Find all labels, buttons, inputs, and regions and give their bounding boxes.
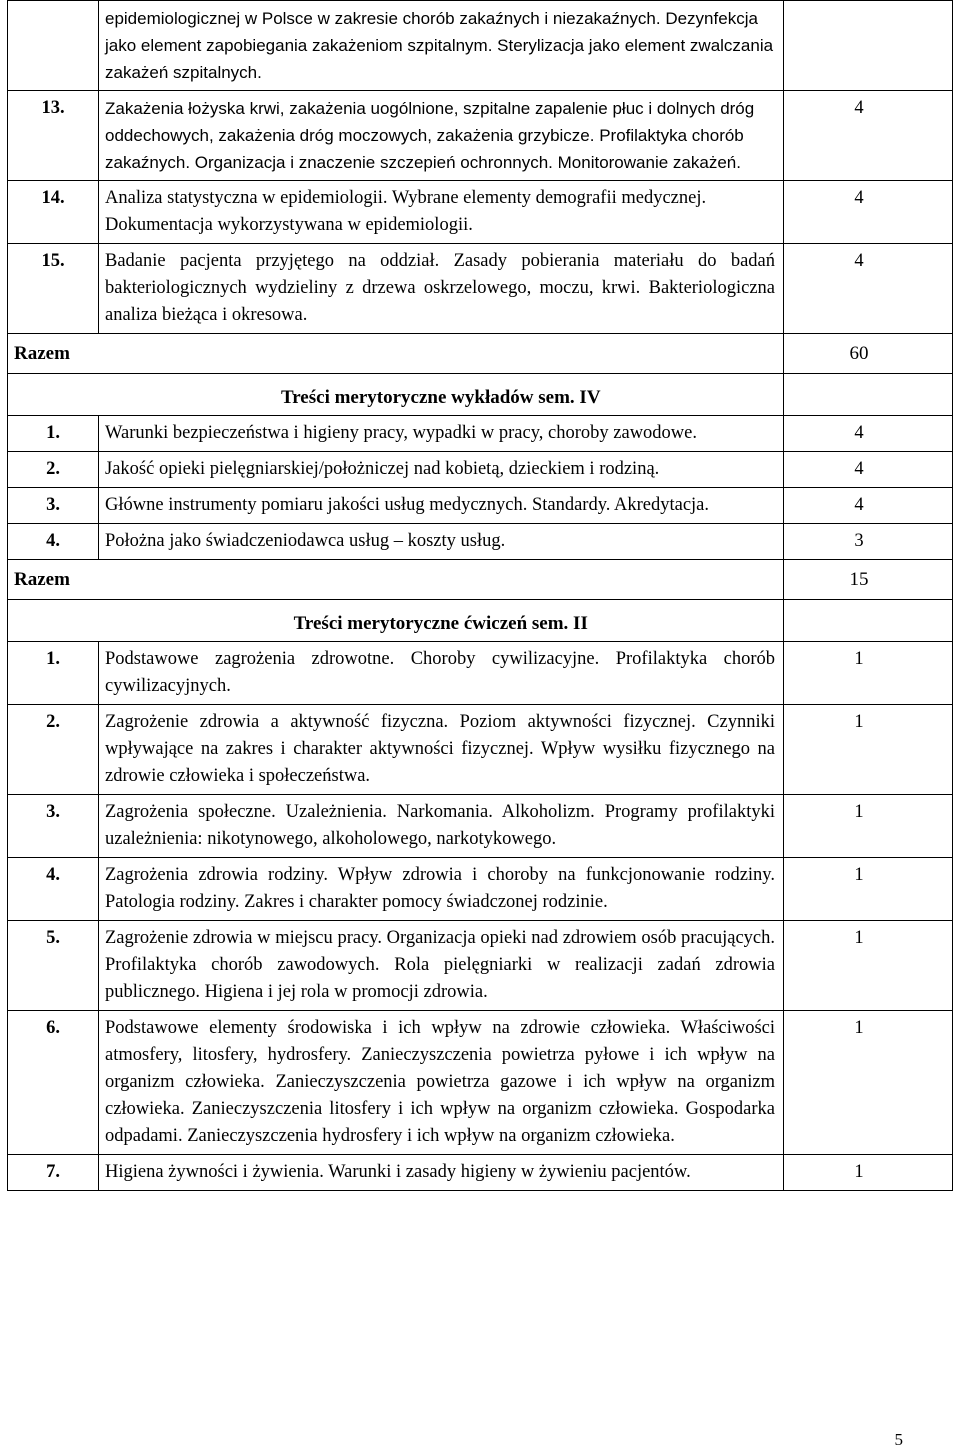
row-hours: 4 bbox=[784, 452, 953, 488]
row-hours: 4 bbox=[784, 416, 953, 452]
row-topic: Zagrożenie zdrowia a aktywność fizyczna. Poziom aktywności fizycznej. Czynniki wpływające na zakres i charakter aktywności fizycznej. Wpływ wysiłku fizycznego na zdrowie człowieka i społeczeństwa. bbox=[99, 705, 784, 795]
row-topic: epidemiologicznej w Polsce w zakresie chorób zakaźnych i niezakaźnych. Dezynfekcja jako element zapobiegania zakażeniom szpitalnym. Sterylizacja jako element zwalczania zakażeń szpitalnych. bbox=[99, 1, 784, 91]
row-topic: Analiza statystyczna w epidemiologii. Wybrane elementy demografii medycznej. Dokumentacja wykorzystywana w epidemiologii. bbox=[99, 181, 784, 244]
row-hours: 3 bbox=[784, 524, 953, 560]
table-row bbox=[8, 1011, 953, 1155]
row-hours: 1 bbox=[784, 1011, 953, 1155]
total-label: Razem bbox=[8, 560, 784, 600]
table-row bbox=[8, 524, 953, 560]
row-topic: Podstawowe zagrożenia zdrowotne. Choroby cywilizacyjne. Profilaktyka chorób cywilizacyjnych. bbox=[99, 642, 784, 705]
total-row bbox=[8, 334, 953, 374]
table-row bbox=[8, 181, 953, 244]
row-topic: Położna jako świadczeniodawca usług – koszty usług. bbox=[99, 524, 784, 560]
row-topic: Higiena żywności i żywienia. Warunki i zasady higieny w żywieniu pacjentów. bbox=[99, 1155, 784, 1191]
table-row bbox=[8, 921, 953, 1011]
row-topic: Warunki bezpieczeństwa i higieny pracy, wypadki w pracy, choroby zawodowe. bbox=[99, 416, 784, 452]
row-topic: Zagrożenia zdrowia rodziny. Wpływ zdrowia i choroby na funkcjonowanie rodziny. Patologia rodziny. Zakres i charakter pomocy świadczonej rodzinie. bbox=[99, 858, 784, 921]
table-row bbox=[8, 488, 953, 524]
row-number: 2. bbox=[8, 452, 99, 488]
row-topic: Główne instrumenty pomiaru jakości usług medycznych. Standardy. Akredytacja. bbox=[99, 488, 784, 524]
row-hours: 1 bbox=[784, 642, 953, 705]
table-row bbox=[8, 416, 953, 452]
table-row bbox=[8, 795, 953, 858]
row-hours: 1 bbox=[784, 705, 953, 795]
row-topic: Jakość opieki pielęgniarskiej/położniczej nad kobietą, dzieckiem i rodziną. bbox=[99, 452, 784, 488]
total-label: Razem bbox=[8, 334, 784, 374]
row-hours: 1 bbox=[784, 795, 953, 858]
row-number: 15. bbox=[8, 244, 99, 334]
row-hours: 1 bbox=[784, 1155, 953, 1191]
total-value: 60 bbox=[784, 334, 953, 374]
row-number bbox=[8, 1, 99, 91]
table-row bbox=[8, 91, 953, 181]
row-topic: Zagrożenie zdrowia w miejscu pracy. Organizacja opieki nad zdrowiem osób pracujących. Profilaktyka chorób zawodowych. Rola pielęgniarki w realizacji zadań zdrowia publicznego. Higiena i jej rola w promocji zdrowia. bbox=[99, 921, 784, 1011]
row-number: 13. bbox=[8, 91, 99, 181]
section-title: Treści merytoryczne wykładów sem. IV bbox=[99, 374, 784, 416]
row-number: 3. bbox=[8, 488, 99, 524]
table-row bbox=[8, 452, 953, 488]
total-value: 15 bbox=[784, 560, 953, 600]
row-topic: Zagrożenia społeczne. Uzależnienia. Narkomania. Alkoholizm. Programy profilaktyki uzależnienia: nikotynowego, alkoholowego, narkotykowego. bbox=[99, 795, 784, 858]
table-row bbox=[8, 244, 953, 334]
table-row bbox=[8, 705, 953, 795]
row-hours bbox=[784, 1, 953, 91]
row-number: 2. bbox=[8, 705, 99, 795]
row-number: 4. bbox=[8, 524, 99, 560]
row-hours: 4 bbox=[784, 488, 953, 524]
page-number: 5 bbox=[894, 1430, 903, 1449]
row-hours: 1 bbox=[784, 921, 953, 1011]
section-title: Treści merytoryczne ćwiczeń sem. II bbox=[99, 600, 784, 642]
row-hours: 4 bbox=[784, 244, 953, 334]
row-hours: 1 bbox=[784, 858, 953, 921]
row-number: 14. bbox=[8, 181, 99, 244]
total-row bbox=[8, 560, 953, 600]
section-title-row bbox=[8, 374, 953, 416]
row-number: 3. bbox=[8, 795, 99, 858]
row-number: 6. bbox=[8, 1011, 99, 1155]
row-hours: 4 bbox=[784, 181, 953, 244]
row-number: 1. bbox=[8, 642, 99, 705]
section-title-row bbox=[8, 600, 953, 642]
row-number: 4. bbox=[8, 858, 99, 921]
row-topic: Podstawowe elementy środowiska i ich wpływ na zdrowie człowieka. Właściwości atmosfery, litosfery, hydrosfery. Zanieczyszczenia powietrza pyłowe i ich wpływ na organizm człowieka. Zanieczyszczenia powietrza gazowe i ich wpływ na organizm człowieka. Zanieczyszczenia litosfery i ich wpływ na organizm człowieka. Gospodarka odpadami. Zanieczyszczenia hydrosfery i ich wpływ na organizm człowieka. bbox=[99, 1011, 784, 1155]
row-number: 7. bbox=[8, 1155, 99, 1191]
syllabus-table bbox=[7, 0, 953, 1191]
table-row bbox=[8, 642, 953, 705]
row-topic: Zakażenia łożyska krwi, zakażenia uogólnione, szpitalne zapalenie płuc i dolnych dróg oddechowych, zakażenia dróg moczowych, zakażenia grzybicze. Profilaktyka chorób zakaźnych. Organizacja i znaczenie szczepień ochronnych. Monitorowanie zakażeń. bbox=[99, 91, 784, 181]
table-row bbox=[8, 1155, 953, 1191]
row-number: 5. bbox=[8, 921, 99, 1011]
table-row bbox=[8, 858, 953, 921]
row-hours: 4 bbox=[784, 91, 953, 181]
row-number: 1. bbox=[8, 416, 99, 452]
table-row bbox=[8, 1, 953, 91]
row-topic: Badanie pacjenta przyjętego na oddział. Zasady pobierania materiału do badań bakteriologicznych wydzieliny z drzewa oskrzelowego, moczu, krwi. Bakteriologiczna analiza bieżąca i okresowa. bbox=[99, 244, 784, 334]
